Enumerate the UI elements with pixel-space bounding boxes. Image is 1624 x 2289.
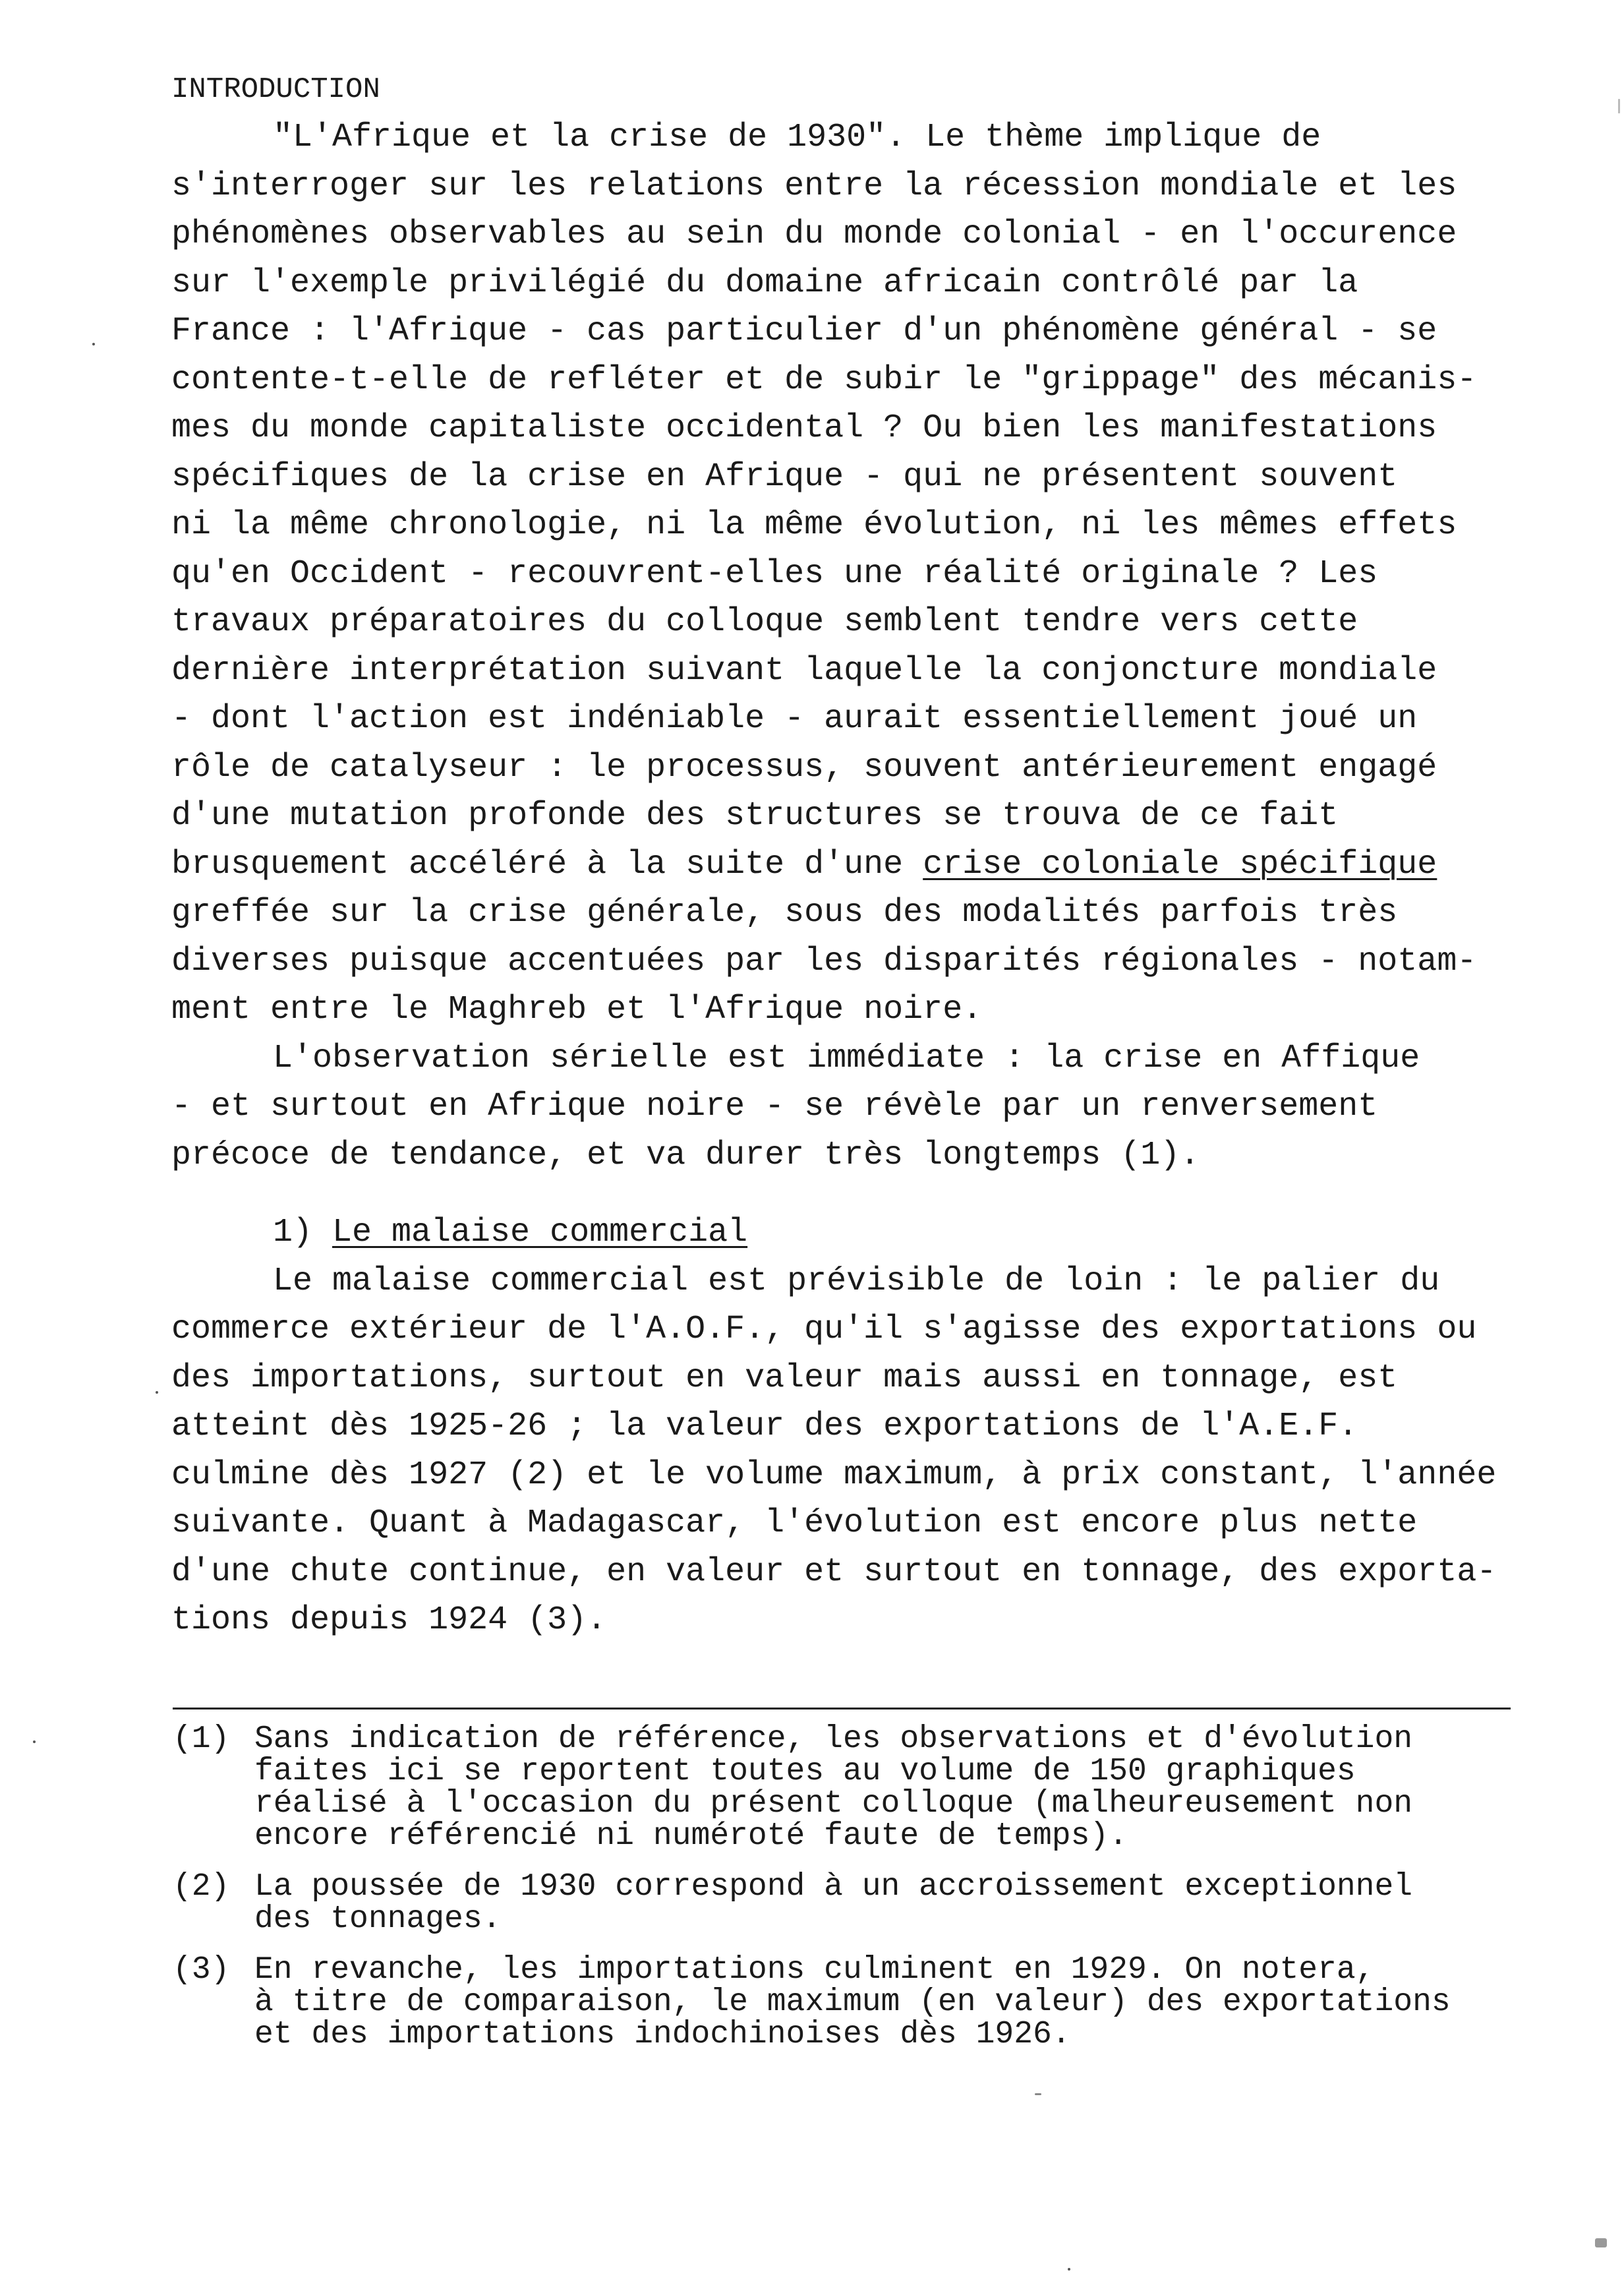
text-line: suivante. Quant à Madagascar, l'évolution est encore plus nette <box>171 1504 1418 1542</box>
text-line: dernière interprétation suivant laquelle la conjoncture mondiale <box>171 651 1437 690</box>
footnote-2 <box>173 1871 1557 1936</box>
section-number: 1) <box>273 1214 333 1251</box>
text-line: précoce de tendance, et va durer très longtemps (1). <box>171 1136 1200 1174</box>
footnote-3 <box>173 1954 1557 2051</box>
text-line: qu'en Occident - recouvrent-elles une réalité originale ? Les <box>171 554 1378 593</box>
scan-artifact <box>1618 99 1620 113</box>
text-line: des importations, surtout en valeur mais aussi en tonnage, est <box>171 1359 1398 1397</box>
footnote-marker: (2) <box>173 1869 230 1905</box>
footnote-line: faites ici se reportent toutes au volume de 150 graphiques <box>254 1754 1356 1789</box>
text-line: France : l'Afrique - cas particulier d'un phénomène général - se <box>171 312 1437 350</box>
scan-artifact <box>92 343 95 345</box>
text-line: contente-t-elle de refléter et de subir le "grippage" des mécanis- <box>171 361 1477 399</box>
page-heading: INTRODUCTION <box>171 73 380 106</box>
footnote-1 <box>173 1723 1557 1853</box>
text-line: Le malaise commercial est prévisible de loin : le palier du <box>273 1262 1440 1300</box>
text-line: L'observation sérielle est immédiate : la crise en Affique <box>273 1039 1420 1077</box>
scan-artifact <box>1035 2093 1041 2095</box>
text-line: culmine dès 1927 (2) et le volume maximum, à prix constant, l'année <box>171 1456 1497 1494</box>
section-title: Le malaise commercial <box>332 1214 748 1251</box>
text-line: mes du monde capitaliste occidental ? Ou bien les manifestations <box>171 409 1437 447</box>
text-line: ment entre le Maghreb et l'Afrique noire. <box>171 991 983 1028</box>
footnote-body <box>254 1723 1557 1853</box>
footnote-line: et des importations indochinoises dès 1926. <box>254 2017 1071 2052</box>
footnote-line: En revanche, les importations culminent en 1929. On notera, <box>254 1952 1375 1988</box>
footnote-line: réalisé à l'occasion du présent colloque (malheureusement non <box>254 1786 1413 1822</box>
text-line: phénomènes observables au sein du monde colonial - en l'occurence <box>171 216 1457 253</box>
spacer <box>171 1179 1542 1208</box>
text-line: ni la même chronologie, ni la même évolution, ni les mêmes effets <box>171 506 1457 544</box>
text-span: brusquement accéléré à la suite d'une <box>171 845 923 883</box>
section-paragraph <box>171 1257 1542 1645</box>
footnote-marker: (1) <box>173 1721 230 1757</box>
scan-artifact <box>1595 2238 1607 2247</box>
footnote-body <box>254 1871 1557 1936</box>
text-line: greffée sur la crise générale, sous des modalités parfois très <box>171 894 1398 932</box>
intro-paragraph <box>171 113 1542 1034</box>
text-line: spécifiques de la crise en Afrique - qui ne présentent souvent <box>171 458 1398 496</box>
text-line: diverses puisque accentuées par les disparités régionales - notam- <box>171 942 1477 980</box>
document-page <box>171 66 1542 1645</box>
section-heading <box>171 1208 1542 1257</box>
text-line: commerce extérieur de l'A.O.F., qu'il s'agisse des exportations ou <box>171 1311 1477 1348</box>
text-line: s'interroger sur les relations entre la récession mondiale et les <box>171 167 1457 205</box>
text-line: rôle de catalyseur : le processus, souvent antérieurement engagé <box>171 748 1437 787</box>
footnote-line: Sans indication de référence, les observations et d'évolution <box>254 1721 1413 1757</box>
footnote-line: encore référencié ni numéroté faute de temps). <box>254 1818 1128 1854</box>
footnote-body <box>254 1954 1557 2051</box>
footnote-marker: (3) <box>173 1952 230 1988</box>
text-line: - dont l'action est indéniable - aurait essentiellement joué un <box>171 700 1418 738</box>
text-line: d'une chute continue, en valeur et surtout en tonnage, des exporta- <box>171 1553 1497 1591</box>
footnote-line: à titre de comparaison, le maximum (en valeur) des exportations <box>254 1984 1451 2020</box>
scan-artifact <box>33 1740 36 1743</box>
observation-paragraph <box>171 1034 1542 1180</box>
text-line: - et surtout en Afrique noire - se révèle par un renversement <box>171 1088 1378 1125</box>
footnotes <box>173 1723 1557 2069</box>
text-line <box>171 841 1542 889</box>
scan-artifact <box>156 1391 158 1394</box>
text-line: travaux préparatoires du colloque semblent tendre vers cette <box>171 603 1358 641</box>
text-line: tions depuis 1924 (3). <box>171 1601 607 1639</box>
text-line: atteint dès 1925-26 ; la valeur des exportations de l'A.E.F. <box>171 1408 1358 1445</box>
text-line: "L'Afrique et la crise de 1930". Le thème implique de <box>273 119 1321 156</box>
text-line: d'une mutation profonde des structures se trouva de ce fait <box>171 797 1339 835</box>
footnote-line: La poussée de 1930 correspond à un accroissement exceptionnel <box>254 1869 1413 1905</box>
footnote-divider <box>173 1708 1511 1709</box>
underlined-phrase: crise coloniale spécifique <box>923 845 1437 883</box>
text-line: sur l'exemple privilégié du domaine africain contrôlé par la <box>171 264 1358 302</box>
scan-artifact <box>1068 2268 1070 2271</box>
footnote-line: des tonnages. <box>254 1901 502 1937</box>
